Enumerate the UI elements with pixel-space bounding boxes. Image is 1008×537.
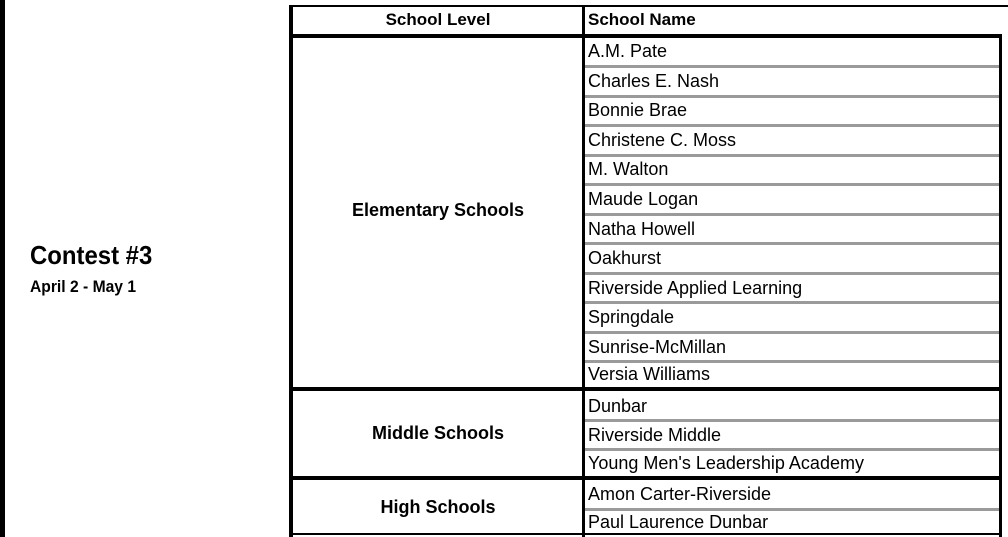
row-separator: [585, 242, 999, 245]
row-separator: [585, 508, 999, 511]
level-middle: Middle Schools: [371, 423, 504, 443]
school-name: Young Men's Leadership Academy: [588, 453, 864, 473]
school-name: Amon Carter-Riverside: [588, 484, 772, 504]
school-name: A.M. Pate: [588, 41, 668, 61]
row-separator: [585, 448, 999, 451]
school-name: Dunbar: [588, 396, 648, 416]
contest-dates: April 2 - May 1: [30, 277, 137, 296]
school-name: Bonnie Brae: [588, 100, 688, 120]
border-divider-contest: [289, 5, 293, 537]
school-name: Riverside Applied Learning: [588, 278, 803, 298]
school-name: Maude Logan: [588, 189, 699, 209]
school-name: Riverside Middle: [588, 425, 722, 445]
row-separator: [585, 183, 999, 186]
header-school-name: School Name: [588, 10, 696, 29]
row-separator: [585, 65, 999, 68]
border-bottom: [289, 533, 1002, 535]
border-divider-level: [582, 5, 585, 537]
group-divider-1: [289, 387, 1002, 391]
row-separator: [585, 301, 999, 304]
row-separator: [585, 213, 999, 216]
school-name: Sunrise-McMillan: [588, 337, 727, 357]
level-elementary: Elementary Schools: [351, 200, 525, 220]
contest-cell: [30, 240, 163, 297]
school-name: Oakhurst: [588, 248, 662, 268]
school-name: Paul Laurence Dunbar: [588, 512, 769, 532]
contest-title: Contest #3: [30, 240, 153, 270]
row-separator: [585, 95, 999, 98]
row-separator: [585, 124, 999, 127]
school-name: Springdale: [588, 307, 675, 327]
school-name: Natha Howell: [588, 219, 696, 239]
school-name: Versia Williams: [588, 364, 711, 384]
school-name: Christene C. Moss: [588, 130, 737, 150]
school-name: Charles E. Nash: [588, 71, 720, 91]
border-left: [0, 0, 5, 537]
row-separator: [585, 272, 999, 275]
row-separator: [585, 360, 999, 363]
row-separator: [585, 154, 999, 157]
school-name: M. Walton: [588, 159, 669, 179]
row-separator: [585, 419, 999, 422]
group-divider-2: [289, 476, 1002, 480]
border-right: [999, 37, 1002, 537]
level-high: High Schools: [380, 497, 496, 517]
header-school-level: School Level: [385, 10, 491, 29]
row-separator: [585, 331, 999, 334]
